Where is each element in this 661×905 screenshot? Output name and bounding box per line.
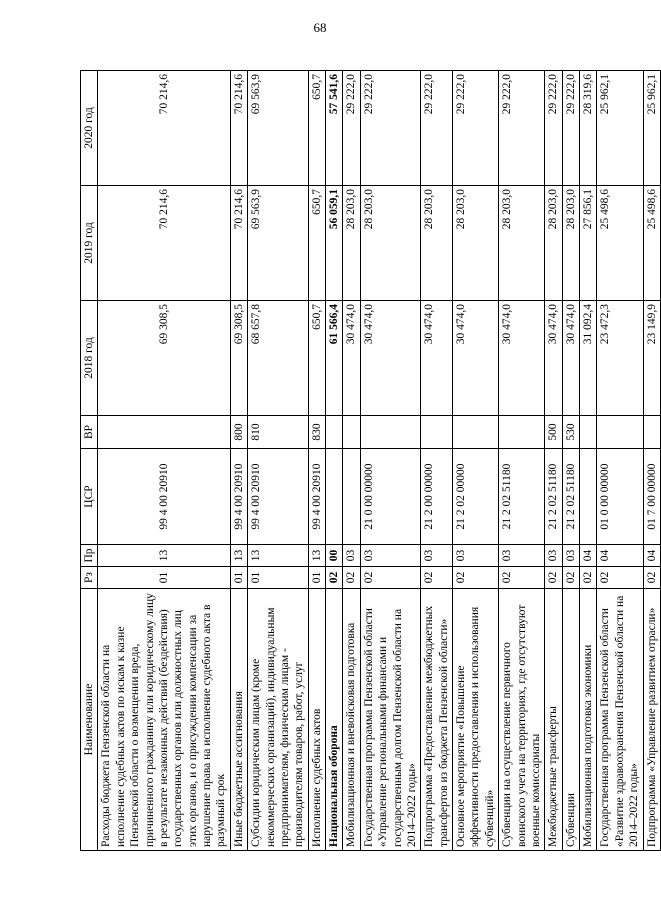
header-name: Наименование bbox=[81, 589, 98, 851]
cell-2019: 28 203,0 bbox=[421, 186, 453, 301]
cell-rz: 02 bbox=[360, 567, 421, 589]
cell-2018: 30 474,0 bbox=[545, 301, 562, 416]
cell-rz: 02 bbox=[643, 567, 660, 589]
cell-rz: 02 bbox=[597, 567, 643, 589]
cell-2020: 29 222,0 bbox=[499, 71, 545, 186]
header-csr: ЦСР bbox=[81, 449, 98, 545]
cell-2018: 30 474,0 bbox=[453, 301, 499, 416]
table-row bbox=[230, 71, 247, 851]
cell-csr: 21 2 02 00000 bbox=[453, 449, 499, 545]
header-2020: 2020 год bbox=[81, 71, 98, 186]
cell-rz: 01 bbox=[248, 567, 309, 589]
cell-name: Расходы бюджета Пензенской области на исполнение судебных актов по искам к казне Пензенской области о возмещении вреда, причиненного гражданину или юридическому лицу в результате незаконных действий (бездействия) государственных органов или должностных лиц этих органов, и о присуждении компенсации за нарушение права на исполнение судебного акта в разумный срок bbox=[98, 589, 230, 851]
cell-2020: 25 962,1 bbox=[643, 71, 660, 186]
cell-vr bbox=[326, 416, 343, 449]
table-row bbox=[499, 71, 545, 851]
table-row bbox=[643, 71, 660, 851]
cell-2019: 70 214,6 bbox=[98, 186, 230, 301]
header-pr: Пр bbox=[81, 545, 98, 567]
cell-vr: 800 bbox=[230, 416, 247, 449]
cell-vr bbox=[499, 416, 545, 449]
cell-2018: 61 566,4 bbox=[326, 301, 343, 416]
cell-vr bbox=[597, 416, 643, 449]
cell-2020: 29 222,0 bbox=[343, 71, 360, 186]
table-row bbox=[597, 71, 643, 851]
cell-2019: 28 203,0 bbox=[343, 186, 360, 301]
table-row bbox=[421, 71, 453, 851]
cell-2018: 30 474,0 bbox=[421, 301, 453, 416]
cell-2020: 70 214,6 bbox=[230, 71, 247, 186]
cell-pr: 03 bbox=[562, 545, 579, 567]
cell-csr bbox=[580, 449, 597, 545]
cell-2018: 23 472,3 bbox=[597, 301, 643, 416]
cell-rz: 01 bbox=[98, 567, 230, 589]
table-row bbox=[562, 71, 579, 851]
cell-rz: 02 bbox=[343, 567, 360, 589]
cell-name: Государственная программа Пензенской области «Развитие здравоохранения Пензенской области на 2014–2022 годы» bbox=[597, 589, 643, 851]
cell-pr: 13 bbox=[248, 545, 309, 567]
cell-name: Государственная программа Пензенской области «Управление региональными финансами и государственным долгом Пензенской области на 2014–2022 годы» bbox=[360, 589, 421, 851]
cell-2019: 25 498,6 bbox=[597, 186, 643, 301]
cell-pr: 13 bbox=[230, 545, 247, 567]
cell-vr: 530 bbox=[562, 416, 579, 449]
cell-2020: 29 222,0 bbox=[562, 71, 579, 186]
cell-2019: 650,7 bbox=[308, 186, 325, 301]
cell-pr: 13 bbox=[308, 545, 325, 567]
cell-2019: 25 498,6 bbox=[643, 186, 660, 301]
cell-name: Мобилизационная и вневойсковая подготовка bbox=[343, 589, 360, 851]
table-row bbox=[326, 71, 343, 851]
cell-2019: 56 059,1 bbox=[326, 186, 343, 301]
cell-name: Основное мероприятие «Повышение эффективности предоставления и использования субвенций» bbox=[453, 589, 499, 851]
cell-2019: 28 203,0 bbox=[499, 186, 545, 301]
cell-rz: 02 bbox=[580, 567, 597, 589]
header-row bbox=[81, 71, 98, 851]
table-row bbox=[308, 71, 325, 851]
cell-2018: 69 308,5 bbox=[230, 301, 247, 416]
table-row bbox=[98, 71, 230, 851]
cell-csr: 21 2 02 51180 bbox=[499, 449, 545, 545]
table-row bbox=[343, 71, 360, 851]
cell-rz: 02 bbox=[421, 567, 453, 589]
table-row bbox=[360, 71, 421, 851]
page-number: 68 bbox=[313, 20, 327, 35]
cell-pr: 03 bbox=[545, 545, 562, 567]
cell-pr: 00 bbox=[326, 545, 343, 567]
cell-csr: 21 0 00 00000 bbox=[360, 449, 421, 545]
cell-rz: 02 bbox=[453, 567, 499, 589]
cell-csr bbox=[343, 449, 360, 545]
cell-rz: 01 bbox=[230, 567, 247, 589]
cell-csr: 01 7 00 00000 bbox=[643, 449, 660, 545]
budget-table bbox=[80, 70, 661, 851]
cell-name: Субвенции bbox=[562, 589, 579, 851]
cell-2018: 68 657,8 bbox=[248, 301, 309, 416]
cell-name: Исполнение судебных актов bbox=[308, 589, 325, 851]
table-row bbox=[453, 71, 499, 851]
cell-2018: 30 474,0 bbox=[562, 301, 579, 416]
cell-2018: 650,7 bbox=[308, 301, 325, 416]
cell-rz: 02 bbox=[562, 567, 579, 589]
header-2019: 2019 год bbox=[81, 186, 98, 301]
cell-2020: 650,7 bbox=[308, 71, 325, 186]
cell-vr: 810 bbox=[248, 416, 309, 449]
cell-2020: 29 222,0 bbox=[360, 71, 421, 186]
cell-vr bbox=[360, 416, 421, 449]
cell-rz: 02 bbox=[499, 567, 545, 589]
header-2018: 2018 год bbox=[81, 301, 98, 416]
cell-2019: 28 203,0 bbox=[545, 186, 562, 301]
cell-csr bbox=[326, 449, 343, 545]
cell-2018: 69 308,5 bbox=[98, 301, 230, 416]
cell-2019: 69 563,9 bbox=[248, 186, 309, 301]
cell-vr bbox=[453, 416, 499, 449]
cell-2018: 30 474,0 bbox=[343, 301, 360, 416]
cell-vr bbox=[643, 416, 660, 449]
cell-vr bbox=[421, 416, 453, 449]
cell-vr bbox=[343, 416, 360, 449]
cell-vr bbox=[98, 416, 230, 449]
cell-pr: 04 bbox=[597, 545, 643, 567]
cell-2020: 70 214,6 bbox=[98, 71, 230, 186]
cell-pr: 04 bbox=[580, 545, 597, 567]
cell-pr: 03 bbox=[499, 545, 545, 567]
cell-2020: 69 563,9 bbox=[248, 71, 309, 186]
cell-pr: 03 bbox=[360, 545, 421, 567]
header-rz: Рз bbox=[81, 567, 98, 589]
cell-2019: 28 203,0 bbox=[453, 186, 499, 301]
cell-name: Национальная оборона bbox=[326, 589, 343, 851]
cell-2018: 30 474,0 bbox=[499, 301, 545, 416]
cell-name: Подпрограмма «Предоставление межбюджетных трансфертов из бюджета Пензенской области» bbox=[421, 589, 453, 851]
cell-vr: 500 bbox=[545, 416, 562, 449]
cell-csr: 99 4 00 20910 bbox=[248, 449, 309, 545]
cell-2020: 28 319,6 bbox=[580, 71, 597, 186]
cell-csr: 21 2 02 51180 bbox=[545, 449, 562, 545]
cell-2020: 25 962,1 bbox=[597, 71, 643, 186]
cell-csr: 21 2 00 00000 bbox=[421, 449, 453, 545]
cell-2019: 70 214,6 bbox=[230, 186, 247, 301]
cell-csr: 99 4 00 20910 bbox=[230, 449, 247, 545]
cell-2020: 29 222,0 bbox=[545, 71, 562, 186]
table-row bbox=[545, 71, 562, 851]
cell-csr: 99 4 00 20910 bbox=[98, 449, 230, 545]
cell-pr: 04 bbox=[643, 545, 660, 567]
cell-vr bbox=[580, 416, 597, 449]
cell-2018: 31 092,4 bbox=[580, 301, 597, 416]
cell-2019: 28 203,0 bbox=[562, 186, 579, 301]
cell-rz: 02 bbox=[545, 567, 562, 589]
cell-csr: 01 0 00 00000 bbox=[597, 449, 643, 545]
cell-vr: 830 bbox=[308, 416, 325, 449]
cell-csr: 21 2 02 51180 bbox=[562, 449, 579, 545]
cell-name: Мобилизационная подготовка экономики bbox=[580, 589, 597, 851]
cell-name: Субсидии юридическим лицам (кроме некоммерческих организаций), индивидуальным предпринимателям, физическим лицам - производителям товаров, работ, услуг bbox=[248, 589, 309, 851]
cell-pr: 13 bbox=[98, 545, 230, 567]
table-row bbox=[248, 71, 309, 851]
cell-pr: 03 bbox=[453, 545, 499, 567]
cell-pr: 03 bbox=[421, 545, 453, 567]
cell-2019: 28 203,0 bbox=[360, 186, 421, 301]
header-vr: ВР bbox=[81, 416, 98, 449]
cell-name: Межбюджетные трансферты bbox=[545, 589, 562, 851]
cell-name: Иные бюджетные ассигнования bbox=[230, 589, 247, 851]
cell-2018: 23 149,9 bbox=[643, 301, 660, 416]
cell-csr: 99 4 00 20910 bbox=[308, 449, 325, 545]
cell-rz: 01 bbox=[308, 567, 325, 589]
cell-rz: 02 bbox=[326, 567, 343, 589]
cell-2020: 57 541,6 bbox=[326, 71, 343, 186]
cell-pr: 03 bbox=[343, 545, 360, 567]
cell-2018: 30 474,0 bbox=[360, 301, 421, 416]
cell-name: Подпрограмма «Управление развитием отрасли» bbox=[643, 589, 660, 851]
cell-2019: 27 856,1 bbox=[580, 186, 597, 301]
cell-2020: 29 222,0 bbox=[453, 71, 499, 186]
cell-2020: 29 222,0 bbox=[421, 71, 453, 186]
table-row bbox=[580, 71, 597, 851]
rotated-table-container bbox=[80, 71, 658, 851]
cell-name: Субвенции на осуществление первичного воинского учета на территориях, где отсутствуют военные комиссариаты bbox=[499, 589, 545, 851]
table-body bbox=[98, 71, 661, 851]
